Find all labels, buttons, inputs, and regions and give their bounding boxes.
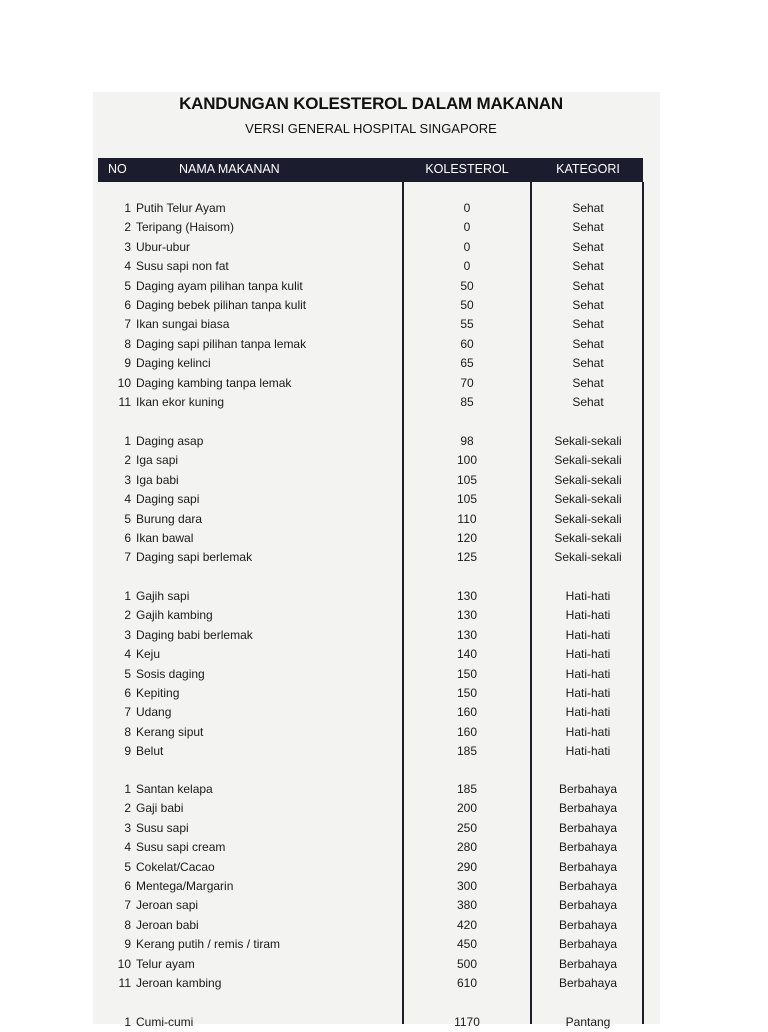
- row-number: 7: [124, 550, 131, 565]
- cholesterol-value: 150: [456, 686, 478, 700]
- food-name: Susu sapi: [136, 820, 189, 835]
- category-label: Sekali-sekali: [554, 434, 622, 448]
- cholesterol-value: 500: [456, 956, 478, 971]
- category-label: Sehat: [572, 356, 604, 371]
- row-number: 11: [118, 976, 131, 990]
- cholesterol-value: 140: [456, 647, 478, 662]
- category-label: Sehat: [572, 239, 604, 254]
- food-name: Gajih sapi: [136, 589, 190, 603]
- row-number: 10: [117, 375, 131, 390]
- category-label: Hati-hati: [565, 686, 611, 700]
- row-number: 11: [118, 395, 131, 409]
- category-label: Berbahaya: [558, 937, 618, 952]
- category-label: Sehat: [572, 317, 604, 332]
- table-row: [0, 935, 768, 954]
- table-row: [0, 858, 768, 877]
- food-name: Kepiting: [136, 686, 180, 700]
- cholesterol-value: 65: [460, 356, 474, 371]
- cholesterol-value: 85: [460, 395, 474, 409]
- row-number: 2: [124, 453, 131, 468]
- table-row: [0, 199, 768, 218]
- row-number: 8: [124, 917, 131, 932]
- category-label: Hati-hati: [565, 589, 611, 603]
- cholesterol-value: 1170: [454, 1015, 480, 1029]
- category-label: Hati-hati: [565, 666, 611, 681]
- row-number: 6: [124, 879, 131, 893]
- table-row: [0, 703, 768, 722]
- food-name: Sosis daging: [136, 666, 205, 681]
- category-label: Hati-hati: [565, 627, 611, 642]
- table-row: [0, 799, 768, 818]
- cholesterol-value: 105: [456, 492, 478, 507]
- cholesterol-value: 0: [463, 239, 471, 254]
- cholesterol-value: 450: [456, 937, 478, 952]
- food-name: Daging bebek pilihan tanpa kulit: [136, 298, 307, 312]
- category-label: Hati-hati: [565, 608, 611, 623]
- row-number: 6: [124, 531, 131, 545]
- table-row: [0, 587, 768, 606]
- category-label: Pantang: [565, 1015, 611, 1029]
- food-name: Putih Telur Ayam: [136, 201, 226, 215]
- cholesterol-value: 290: [456, 859, 478, 874]
- cholesterol-value: 610: [456, 976, 478, 990]
- category-label: Berbahaya: [558, 917, 618, 932]
- row-number: 9: [124, 356, 131, 371]
- cholesterol-value: 55: [460, 317, 474, 332]
- row-number: 5: [124, 666, 131, 681]
- cholesterol-value: 160: [456, 705, 478, 720]
- document-subtitle: VERSI GENERAL HOSPITAL SINGAPORE: [245, 121, 497, 136]
- cholesterol-value: 120: [456, 531, 478, 545]
- cholesterol-value: 125: [456, 550, 478, 565]
- table-row: [0, 606, 768, 625]
- cholesterol-value: 420: [456, 917, 478, 932]
- food-name: Udang: [136, 705, 172, 720]
- category-label: Sekali-sekali: [554, 492, 622, 507]
- cholesterol-value: 250: [456, 820, 478, 835]
- category-label: Sekali-sekali: [554, 511, 622, 526]
- row-number: 5: [124, 859, 131, 874]
- category-label: Berbahaya: [558, 898, 618, 913]
- table-row: [0, 529, 768, 548]
- row-number: 9: [124, 937, 131, 952]
- row-number: 8: [124, 724, 131, 739]
- food-name: Ubur-ubur: [136, 239, 191, 254]
- row-number: 4: [124, 840, 131, 855]
- table-row: [0, 780, 768, 799]
- category-label: Sekali-sekali: [554, 453, 622, 468]
- table-row: [0, 916, 768, 935]
- table-row: [0, 296, 768, 315]
- food-name: Cokelat/Cacao: [136, 859, 215, 874]
- cholesterol-value: 280: [456, 840, 478, 855]
- cholesterol-value: 98: [460, 434, 474, 448]
- food-name: Iga babi: [136, 472, 179, 487]
- row-number: 6: [124, 686, 131, 700]
- food-name: Ikan ekor kuning: [136, 395, 225, 409]
- cholesterol-value: 300: [456, 879, 478, 893]
- row-number: 2: [124, 220, 131, 235]
- row-number: 4: [124, 647, 131, 662]
- food-name: Kerang putih / remis / tiram: [136, 937, 281, 952]
- category-label: Sehat: [572, 375, 604, 390]
- food-name: Jeroan sapi: [136, 898, 199, 913]
- category-label: Berbahaya: [558, 801, 618, 816]
- category-label: Hati-hati: [565, 724, 611, 739]
- row-number: 7: [124, 705, 131, 720]
- row-number: 7: [124, 317, 131, 332]
- table-row: [0, 819, 768, 838]
- table-row: [0, 838, 768, 857]
- cholesterol-value: 380: [456, 898, 478, 913]
- food-name: Susu sapi cream: [136, 840, 226, 855]
- row-number: 8: [124, 336, 131, 351]
- table-row: [0, 374, 768, 393]
- table-row: [0, 684, 768, 703]
- table-row: [0, 510, 768, 529]
- cholesterol-value: 0: [463, 220, 471, 235]
- category-label: Berbahaya: [558, 782, 618, 796]
- row-number: 10: [117, 956, 131, 971]
- row-number: 4: [124, 259, 131, 274]
- category-label: Berbahaya: [558, 976, 618, 990]
- row-number: 9: [124, 744, 131, 759]
- food-name: Cumi-cumi: [136, 1015, 194, 1029]
- cholesterol-value: 185: [456, 782, 478, 796]
- cholesterol-value: 160: [456, 724, 478, 739]
- cholesterol-value: 50: [460, 298, 474, 312]
- category-label: Sekali-sekali: [554, 531, 622, 545]
- food-name: Kerang siput: [136, 724, 204, 739]
- table-row: [0, 955, 768, 974]
- cholesterol-value: 130: [456, 589, 478, 603]
- table-row: [0, 257, 768, 276]
- food-name: Daging babi berlemak: [136, 627, 253, 642]
- category-label: Hati-hati: [565, 705, 611, 720]
- category-label: Berbahaya: [558, 840, 618, 855]
- table-row: [0, 1013, 768, 1032]
- row-number: 1: [124, 434, 131, 448]
- category-label: Sehat: [572, 220, 604, 235]
- header-category: KATEGORI: [556, 162, 620, 176]
- row-number: 1: [124, 201, 131, 215]
- food-name: Belut: [136, 744, 164, 759]
- category-label: Berbahaya: [558, 820, 618, 835]
- table-row: [0, 354, 768, 373]
- category-label: Hati-hati: [565, 744, 611, 759]
- cholesterol-value: 130: [456, 627, 478, 642]
- row-number: 3: [124, 627, 131, 642]
- row-number: 5: [124, 278, 131, 293]
- table-row: [0, 432, 768, 451]
- category-label: Sehat: [572, 201, 604, 215]
- food-name: Daging sapi pilihan tanpa lemak: [136, 336, 307, 351]
- category-label: Sehat: [572, 259, 604, 274]
- food-name: Keju: [136, 647, 161, 662]
- table-row: [0, 665, 768, 684]
- table-row: [0, 723, 768, 742]
- row-number: 3: [124, 820, 131, 835]
- header-cholesterol: KOLESTEROL: [425, 162, 509, 176]
- table-row: [0, 218, 768, 237]
- food-name: Daging kelinci: [136, 356, 211, 371]
- row-number: 2: [124, 801, 131, 816]
- table-row: [0, 451, 768, 470]
- category-label: Berbahaya: [558, 859, 618, 874]
- row-number: 2: [124, 608, 131, 623]
- category-label: Sehat: [572, 278, 604, 293]
- food-name: Daging sapi berlemak: [136, 550, 253, 565]
- food-name: Jeroan babi: [136, 917, 199, 932]
- category-label: Sekali-sekali: [554, 550, 622, 565]
- table-row: [0, 645, 768, 664]
- table-row: [0, 742, 768, 761]
- category-label: Sehat: [572, 395, 604, 409]
- table-row: [0, 974, 768, 993]
- row-number: 4: [124, 492, 131, 507]
- cholesterol-value: 0: [463, 201, 471, 215]
- food-name: Telur ayam: [136, 956, 195, 971]
- cholesterol-value: 150: [456, 666, 478, 681]
- cholesterol-value: 130: [456, 608, 478, 623]
- category-label: Sehat: [572, 298, 604, 312]
- food-name: Daging sapi: [136, 492, 200, 507]
- table-row: [0, 548, 768, 567]
- table-row: [0, 626, 768, 645]
- cholesterol-value: 100: [456, 453, 478, 468]
- food-name: Burung dara: [136, 511, 203, 526]
- food-name: Jeroan kambing: [136, 976, 222, 990]
- food-name: Teripang (Haisom): [136, 220, 235, 235]
- food-name: Ikan bawal: [136, 531, 194, 545]
- cholesterol-value: 200: [456, 801, 478, 816]
- table-row: [0, 877, 768, 896]
- table-row: [0, 896, 768, 915]
- cholesterol-value: 0: [463, 259, 471, 274]
- food-name: Daging kambing tanpa lemak: [136, 375, 292, 390]
- cholesterol-value: 105: [456, 472, 478, 487]
- category-label: Hati-hati: [565, 647, 611, 662]
- table-row: [0, 393, 768, 412]
- category-label: Berbahaya: [558, 879, 618, 893]
- category-label: Berbahaya: [558, 956, 618, 971]
- food-name: Ikan sungai biasa: [136, 317, 230, 332]
- row-number: 1: [124, 782, 131, 796]
- food-name: Mentega/Margarin: [136, 879, 234, 893]
- row-number: 5: [124, 511, 131, 526]
- table-row: [0, 315, 768, 334]
- category-label: Sekali-sekali: [554, 472, 622, 487]
- cholesterol-value: 50: [460, 278, 474, 293]
- table-row: [0, 238, 768, 257]
- food-name: Gaji babi: [136, 801, 184, 816]
- food-name: Santan kelapa: [136, 782, 213, 796]
- food-name: Iga sapi: [136, 453, 179, 468]
- row-number: 1: [124, 589, 131, 603]
- food-name: Daging ayam pilihan tanpa kulit: [136, 278, 303, 293]
- food-name: Susu sapi non fat: [136, 259, 229, 274]
- cholesterol-value: 70: [460, 375, 474, 390]
- table-row: [0, 335, 768, 354]
- cholesterol-value: 60: [460, 336, 474, 351]
- header-name: NAMA MAKANAN: [179, 162, 280, 176]
- header-no: NO: [108, 162, 127, 176]
- table-row: [0, 277, 768, 296]
- cholesterol-value: 185: [456, 744, 478, 759]
- row-number: 3: [124, 239, 131, 254]
- row-number: 7: [124, 898, 131, 913]
- row-number: 3: [124, 472, 131, 487]
- category-label: Sehat: [572, 336, 604, 351]
- document-title: KANDUNGAN KOLESTEROL DALAM MAKANAN: [179, 94, 563, 113]
- row-number: 1: [124, 1015, 131, 1029]
- table-row: [0, 490, 768, 509]
- table-row: [0, 471, 768, 490]
- row-number: 6: [124, 298, 131, 312]
- food-name: Daging asap: [136, 434, 204, 448]
- cholesterol-value: 110: [457, 511, 477, 526]
- food-name: Gajih kambing: [136, 608, 213, 623]
